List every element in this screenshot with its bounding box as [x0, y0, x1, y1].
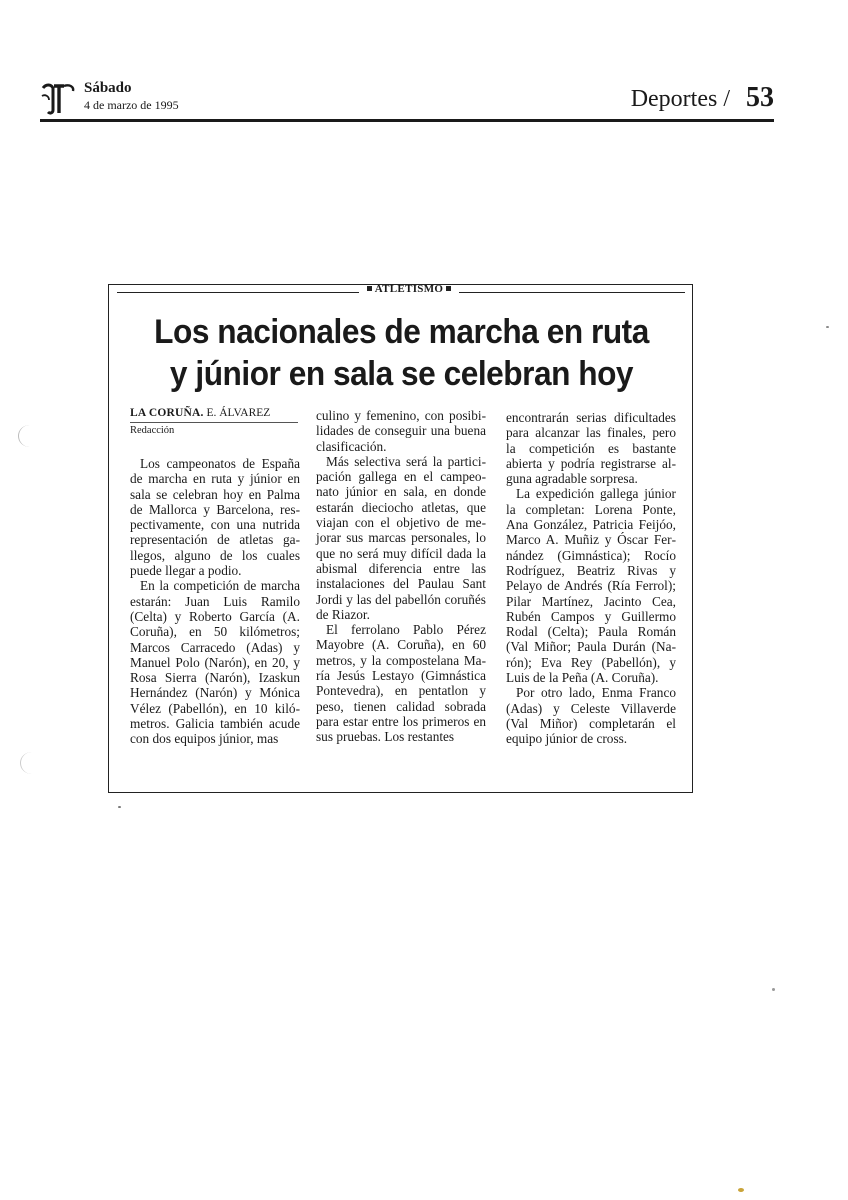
square-bullet-icon	[446, 286, 451, 291]
byline-rule	[130, 422, 298, 423]
headline-line-2: y júnior en sala se celebran hoy	[169, 355, 634, 393]
article-column-3	[506, 410, 676, 747]
issue-day: Sábado	[84, 80, 132, 96]
issue-date: 4 de marzo de 1995	[84, 98, 179, 112]
paragraph: culino y femenino, con posibilidades de conseguir una buena clasificación.	[316, 408, 486, 454]
paragraph: En la competición de marcha estarán: Juan Luis Ramilo (Celta) y Roberto García (A. Coruña), en 50 kilómetros; Marcos Carracedo (Adas) y Manuel Polo (Narón), en 20, y Rosa Sierra (Narón), Izaskun Hernández (Narón) y Mónica Vélez (Pabellón), en 10 kilómetros. Galicia también acude con dos equipos júnior, mas	[130, 578, 300, 747]
square-bullet-icon	[367, 286, 372, 291]
scan-artifact	[18, 425, 41, 447]
newspaper-logo	[40, 82, 76, 116]
paragraph: Por otro lado, Enma Franco (Adas) y Celeste Villaverde (Val Miñor) completarán el equipo júnior de cross.	[506, 685, 676, 747]
paragraph: La expedición gallega júnior la completan: Lorena Ponte, Ana González, Patricia Feijóo, Marco A. Muñiz y Óscar Fernández (Gimnástica); Rocío Rodríguez, Beatriz Rivas y Pelayo de Andrés (Ría Ferrol); Pilar Martínez, Jacinto Cea, Rubén Campos y Guillermo Rodal (Celta); Paula Román (Val Miñor; Paula Durán (Narón); Eva Rey (Pabellón), y Luis de la Peña (A. Coruña).	[506, 486, 676, 686]
paragraph: encontrarán serias dificultades para alcanzar las finales, pero la competición es bastante abierta y podría registrarse alguna agradable sorpresa.	[506, 410, 676, 487]
kicker-rule-left	[117, 292, 359, 293]
scan-artifact	[738, 1188, 744, 1192]
masthead	[40, 78, 774, 122]
paragraph: Más selectiva será la participación gallega en el campeonato júnior en sala, en donde estarán dieciocho atletas, que viajan con el objetivo de mejorar sus marcas personales, lo que no será muy difícil dada la abismal diferencia entre las instalaciones del Paulau Sant Jordi y las del pabellón coruñés de Riazor.	[316, 453, 486, 622]
scan-artifact	[772, 988, 775, 991]
page-number: 53	[746, 82, 774, 113]
headline-line-1: Los nacionales de marcha en ruta	[154, 313, 649, 351]
paragraph: Los campeonatos de España de marcha en ruta y júnior en sala se celebran hoy en Palma de Mallorca y Barcelona, respectivamente, con una nutrida representación de atletas gallegos, alguno de los cuales puede llegar a podio.	[130, 456, 300, 579]
article-column-2	[316, 408, 486, 745]
section-title: Deportes /	[630, 86, 730, 112]
kicker	[359, 283, 459, 295]
paragraph: El ferrolano Pablo Pérez Mayobre (A. Coruña), en 60 metros, y la compostelana María Jesús Lestayo (Gimnástica Pontevedra), en pentatlon y peso, tienen calidad sobrada para estar entre los primeros en sus pruebas. Los restantes	[316, 622, 486, 745]
headline	[129, 311, 673, 395]
scan-artifact	[118, 806, 121, 808]
kicker-rule-right	[459, 292, 685, 293]
kicker-text: ATLETISMO	[374, 283, 444, 295]
scan-artifact	[20, 752, 43, 774]
byline-author: E. ÁLVAREZ	[206, 407, 271, 419]
byline-city: LA CORUÑA.	[130, 407, 204, 419]
article-column-1	[130, 456, 300, 747]
scan-artifact	[826, 326, 829, 328]
byline-role: Redacción	[130, 425, 175, 436]
masthead-rule	[40, 119, 774, 122]
byline	[130, 406, 270, 420]
article-box	[108, 284, 693, 793]
